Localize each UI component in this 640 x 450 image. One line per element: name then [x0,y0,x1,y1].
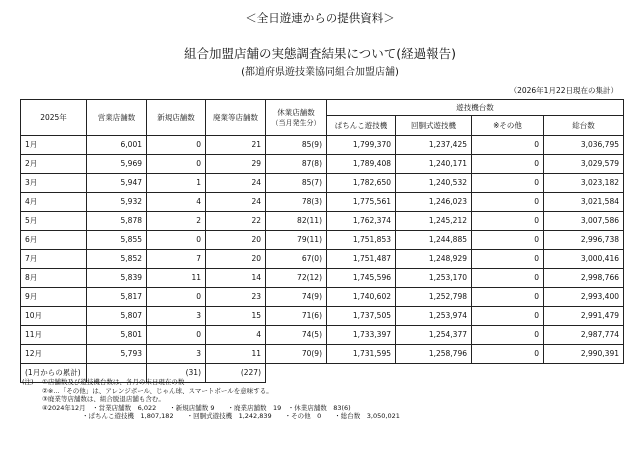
row-month: 4月 [21,193,87,212]
row-rest-stores [266,212,327,231]
row-rest-new: (9) [311,140,322,149]
row-slot: 1,253,974 [396,307,472,326]
row-rest-stores [266,231,327,250]
row-stores: 5,801 [87,326,147,345]
row-slot: 1,254,377 [396,326,472,345]
row-pachinko: 1,745,596 [327,269,396,288]
table-row [21,288,624,307]
row-rest-new: (6) [311,311,322,320]
row-pachinko: 1,789,408 [327,155,396,174]
row-closed-stores: 24 [206,174,266,193]
header-rest-stores-label: 休業店舗数 [277,107,315,117]
header-total: 総台数 [544,116,624,136]
header-machines-group: 遊技機台数 [327,100,624,116]
row-rest-count: 67 [301,254,312,263]
row-rest-new: (8) [311,159,322,168]
row-pachinko: 1,733,397 [327,326,396,345]
row-rest-stores [266,136,327,155]
row-other: 0 [472,155,544,174]
header-pachinko: ぱちんこ遊技機 [327,116,396,136]
row-total: 2,996,738 [544,231,624,250]
row-month: 11月 [21,326,87,345]
row-rest-stores [266,326,327,345]
row-rest-new: (9) [311,292,322,301]
row-rest-stores [266,269,327,288]
row-slot: 1,258,796 [396,345,472,364]
row-other: 0 [472,231,544,250]
row-new-stores: 3 [147,307,206,326]
row-rest-count: 71 [301,311,312,320]
row-rest-count: 87 [301,159,312,168]
row-rest-new: (11) [306,235,322,244]
table-row [21,212,624,231]
row-stores: 5,878 [87,212,147,231]
cumulative-closed: (227) [206,364,266,383]
row-other: 0 [472,212,544,231]
row-closed-stores: 29 [206,155,266,174]
row-stores: 5,855 [87,231,147,250]
table-row [21,136,624,155]
row-rest-stores [266,174,327,193]
row-total: 2,987,774 [544,326,624,345]
row-rest-new: (7) [311,178,322,187]
row-new-stores: 3 [147,345,206,364]
row-stores: 5,969 [87,155,147,174]
row-month: 3月 [21,174,87,193]
row-slot: 1,252,798 [396,288,472,307]
row-rest-count: 74 [301,292,312,301]
row-closed-stores: 14 [206,269,266,288]
row-rest-new: (12) [306,273,322,282]
row-stores: 5,807 [87,307,147,326]
document-title: 組合加盟店舗の実態調査結果について(経過報告) [183,46,456,61]
row-new-stores: 11 [147,269,206,288]
row-rest-stores [266,345,327,364]
row-other: 0 [472,345,544,364]
row-closed-stores: 21 [206,136,266,155]
row-stores: 5,839 [87,269,147,288]
row-other: 0 [472,193,544,212]
row-rest-new: (11) [306,216,322,225]
notes-mark: (注) [22,378,34,386]
row-month: 9月 [21,288,87,307]
row-month: 7月 [21,250,87,269]
row-new-stores: 0 [147,326,206,345]
row-new-stores: 2 [147,212,206,231]
note-text: ④2024年12月 ・営業店舗数 6,022 ・新規店舗数 9 ・廃業店舗数 19 ・休業店舗数 83(6) [42,403,351,412]
row-other: 0 [472,269,544,288]
cumulative-new: (31) [147,364,206,383]
row-rest-new: (0) [311,254,322,263]
table-row [21,250,624,269]
table-row [21,269,624,288]
row-other: 0 [472,288,544,307]
row-rest-new: (3) [311,197,322,206]
row-other: 0 [472,250,544,269]
row-rest-new: (9) [311,349,322,358]
row-slot: 1,248,929 [396,250,472,269]
row-month: 5月 [21,212,87,231]
row-rest-stores [266,155,327,174]
row-total: 3,023,182 [544,174,624,193]
row-closed-stores: 15 [206,307,266,326]
table-row [21,193,624,212]
table-row [21,326,624,345]
header-new-stores: 新規店舗数 [147,100,206,136]
row-stores: 5,932 [87,193,147,212]
source-line: ＜全日遊連からの提供資料＞ [245,11,395,25]
row-other: 0 [472,307,544,326]
row-new-stores: 0 [147,288,206,307]
note-text: ①店舗数及び遊技機台数は、各月の末日現在の数 [42,378,185,386]
row-closed-stores: 22 [206,212,266,231]
row-slot: 1,240,171 [396,155,472,174]
row-month: 2月 [21,155,87,174]
row-rest-stores [266,288,327,307]
row-stores: 5,817 [87,288,147,307]
row-pachinko: 1,762,374 [327,212,396,231]
row-pachinko: 1,799,370 [327,136,396,155]
row-rest-count: 78 [301,197,312,206]
notes [22,378,400,421]
table-header [21,100,624,136]
note-row [22,378,400,387]
row-pachinko: 1,775,561 [327,193,396,212]
row-new-stores: 7 [147,250,206,269]
row-closed-stores: 24 [206,193,266,212]
row-closed-stores: 20 [206,250,266,269]
row-pachinko: 1,751,487 [327,250,396,269]
row-rest-stores [266,307,327,326]
row-new-stores: 0 [147,155,206,174]
row-stores: 5,947 [87,174,147,193]
row-other: 0 [472,174,544,193]
row-total: 2,990,391 [544,345,624,364]
row-new-stores: 4 [147,193,206,212]
row-slot: 1,253,170 [396,269,472,288]
row-rest-count: 82 [297,216,307,225]
row-stores: 5,852 [87,250,147,269]
row-rest-count: 74 [301,330,312,339]
row-stores: 5,793 [87,345,147,364]
row-rest-count: 79 [297,235,307,244]
row-month: 6月 [21,231,87,250]
row-slot: 1,240,532 [396,174,472,193]
row-rest-stores [266,193,327,212]
row-rest-count: 72 [297,273,307,282]
document-subtitle: (都道府県遊技業協同組合加盟店舗) [241,67,399,78]
row-total: 3,007,586 [544,212,624,231]
row-total: 3,029,579 [544,155,624,174]
row-rest-count: 70 [301,349,312,358]
row-total: 3,036,795 [544,136,624,155]
row-slot: 1,245,212 [396,212,472,231]
row-closed-stores: 11 [206,345,266,364]
table-row [21,174,624,193]
note-row [22,395,400,404]
row-pachinko: 1,731,595 [327,345,396,364]
row-slot: 1,237,425 [396,136,472,155]
header-rest-stores-sub: （当月発生分） [271,118,321,127]
row-new-stores: 1 [147,174,206,193]
row-new-stores: 0 [147,136,206,155]
cumulative-label: (1月からの累計) [21,364,87,383]
row-month: 12月 [21,345,87,364]
note-text: ・ぱちんこ遊技機 1,807,182 ・回胴式遊技機 1,242,839 ・その他 0 ・総台数 3,050,021 [82,412,400,421]
header-slot: 回胴式遊技機 [396,116,472,136]
row-month: 10月 [21,307,87,326]
row-pachinko: 1,737,505 [327,307,396,326]
header-stores: 営業店舗数 [87,100,147,136]
table-body [21,136,624,383]
row-closed-stores: 4 [206,326,266,345]
row-closed-stores: 20 [206,231,266,250]
survey-table [20,99,624,383]
note-text: ②※…「その他」は、アレンジボール、じゃん球、スマートボールを意味する。 [42,386,273,395]
table-row [21,345,624,364]
row-other: 0 [472,326,544,345]
table-row [21,231,624,250]
row-rest-count: 85 [301,178,312,187]
row-total: 2,993,400 [544,288,624,307]
note-row [22,412,400,421]
row-month: 8月 [21,269,87,288]
row-total: 2,991,479 [544,307,624,326]
row-rest-stores [266,250,327,269]
row-total: 3,000,416 [544,250,624,269]
row-closed-stores: 23 [206,288,266,307]
row-total: 3,021,584 [544,193,624,212]
row-month: 1月 [21,136,87,155]
header-closed-stores: 廃業等店舗数 [206,100,266,136]
header-rest-stores [266,100,327,136]
row-pachinko: 1,740,602 [327,288,396,307]
row-stores: 6,001 [87,136,147,155]
row-rest-new: (5) [311,330,322,339]
as-of-date: （2026年1月22日現在の集計） [509,86,618,95]
note-text: ③廃業等店舗数は、組合脱退店舗も含む。 [42,395,165,404]
row-pachinko: 1,751,853 [327,231,396,250]
header-other: ※その他 [472,116,544,136]
row-other: 0 [472,136,544,155]
header-year: 2025年 [21,100,87,136]
note-row [22,387,400,396]
row-rest-count: 85 [301,140,312,149]
row-pachinko: 1,782,650 [327,174,396,193]
row-total: 2,998,766 [544,269,624,288]
row-slot: 1,246,023 [396,193,472,212]
table-row [21,155,624,174]
row-slot: 1,244,885 [396,231,472,250]
table-row [21,307,624,326]
row-new-stores: 0 [147,231,206,250]
